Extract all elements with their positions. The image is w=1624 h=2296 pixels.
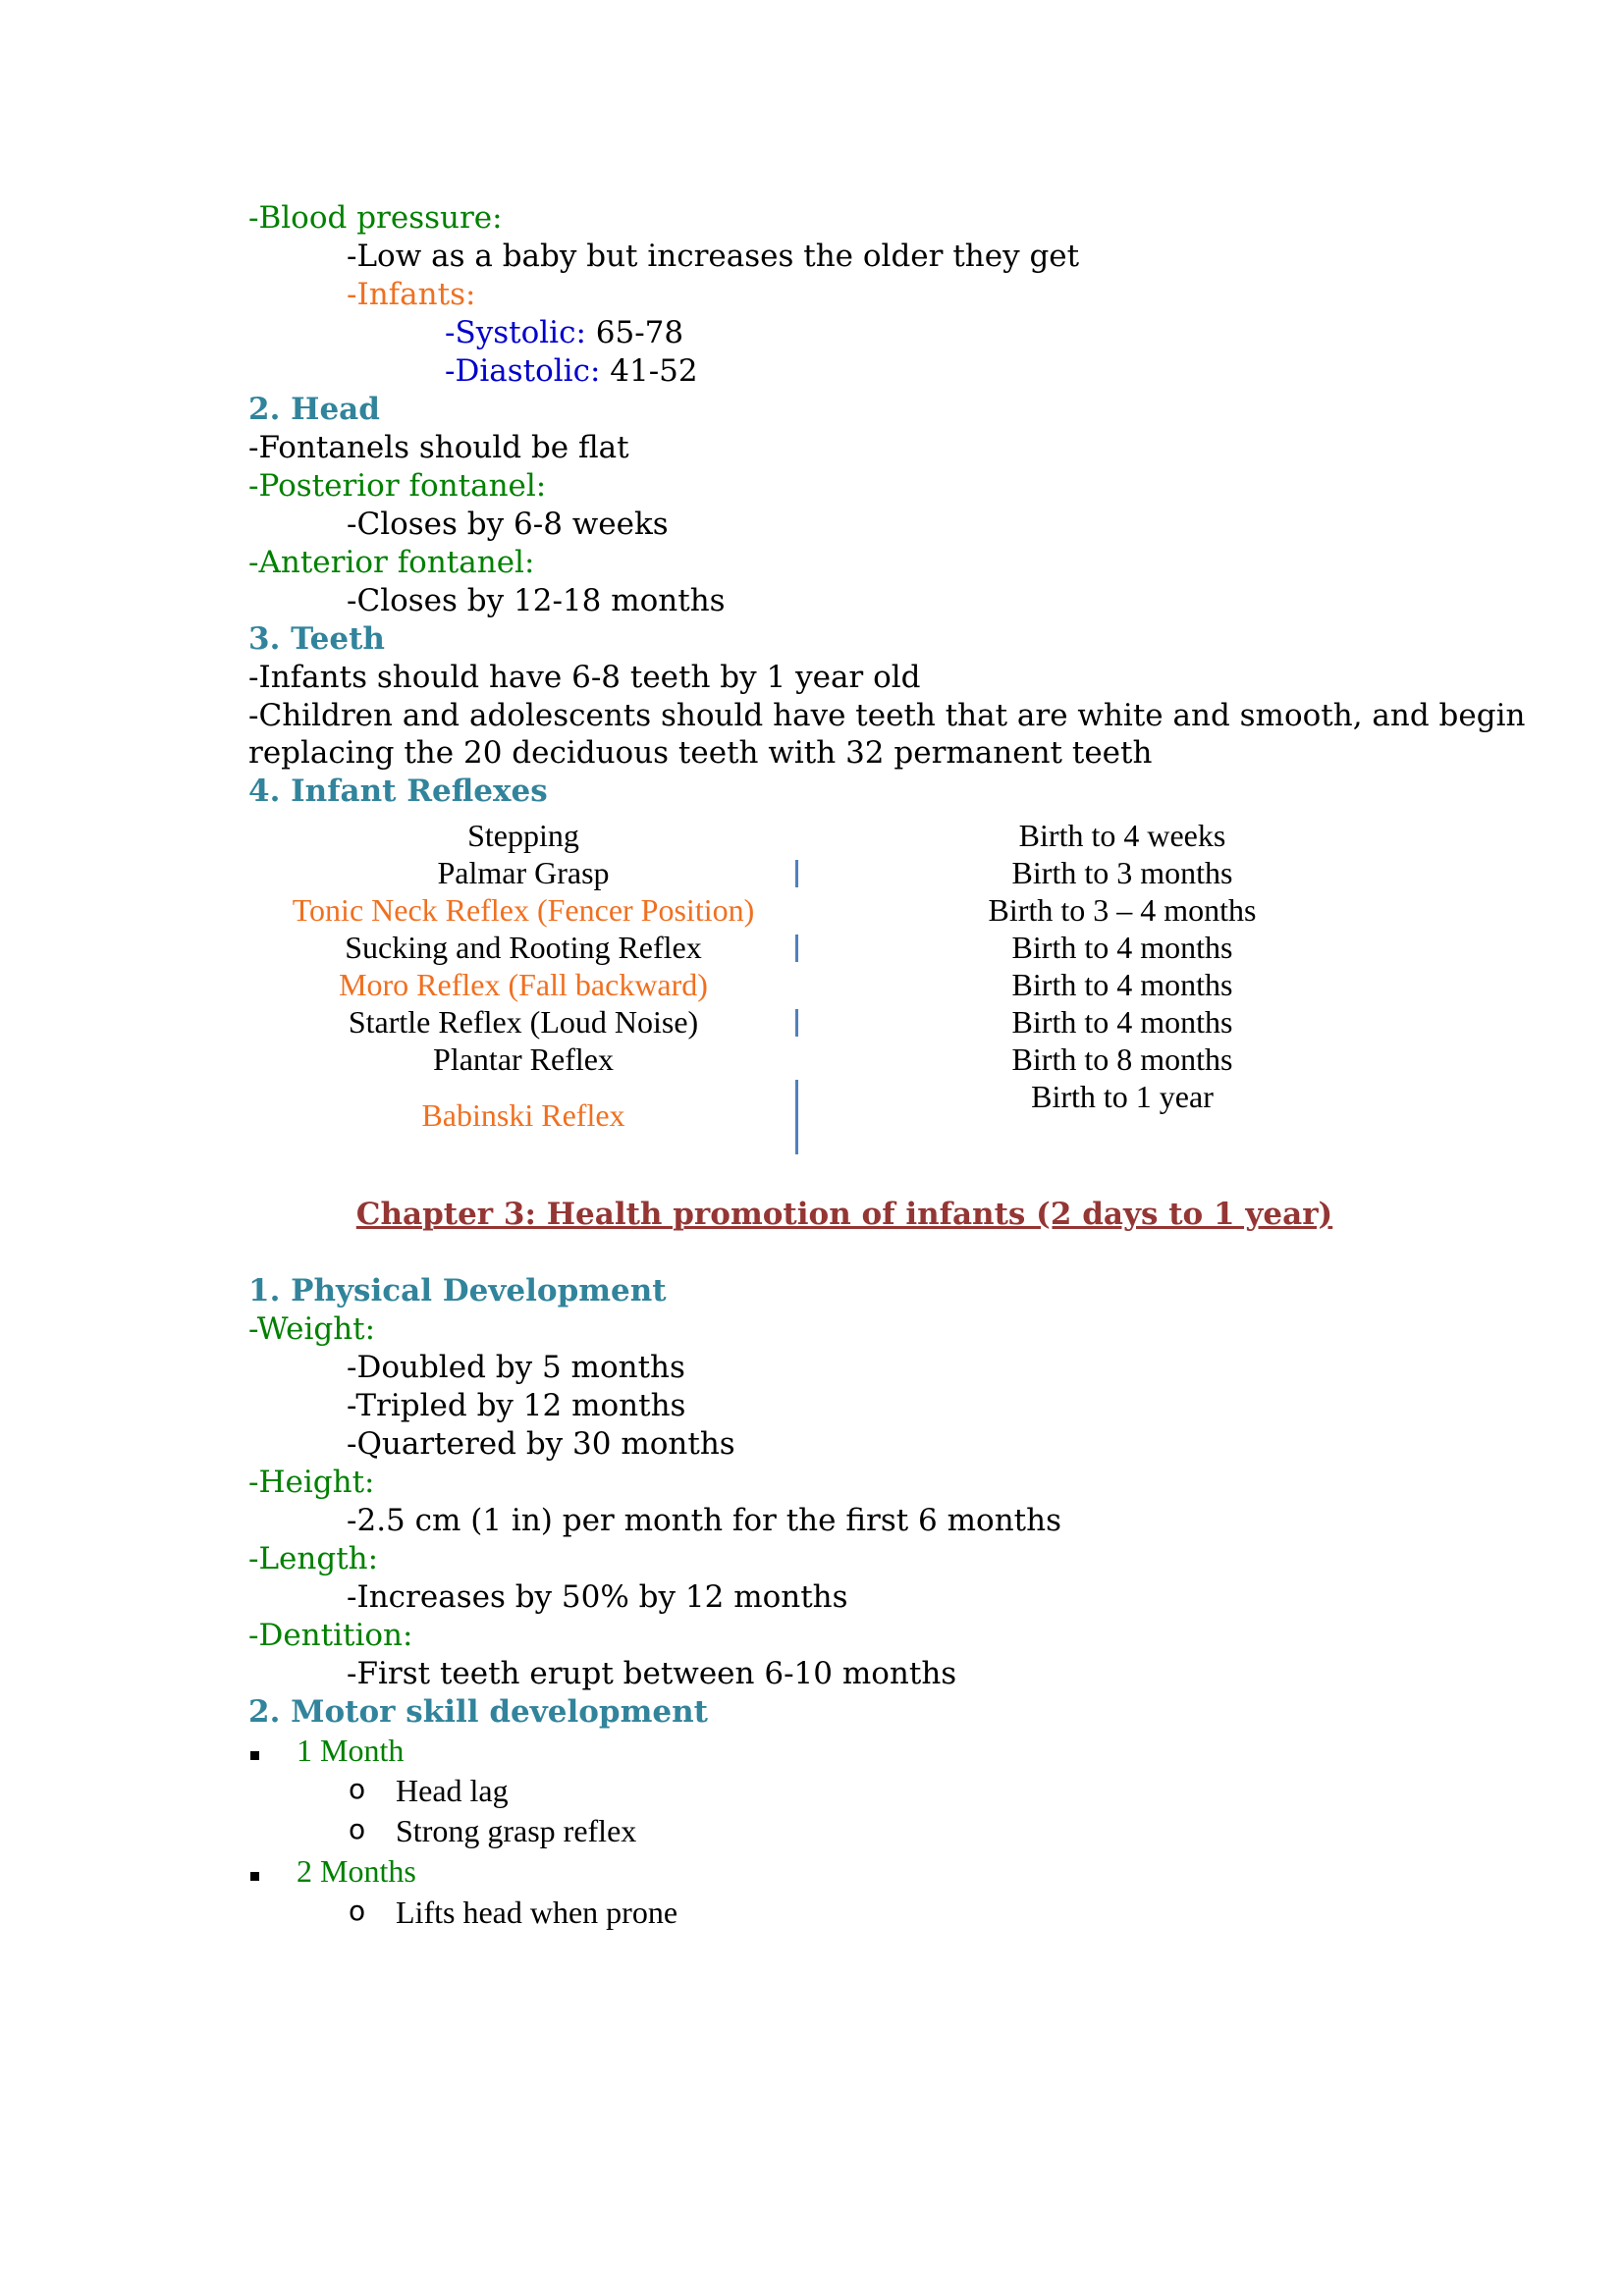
- column-divider: [795, 860, 798, 887]
- motor-item: Strong grasp reflex: [396, 1813, 637, 1848]
- weight-item: -Tripled by 12 months: [347, 1388, 686, 1423]
- reflex-row: [248, 966, 1233, 1003]
- reflex-row: [248, 817, 1230, 854]
- reflex-name: Tonic Neck Reflex (Fencer Position): [292, 892, 755, 928]
- length-label: -Length:: [248, 1541, 379, 1576]
- reflex-row: [248, 891, 1257, 929]
- bp-line: -Low as a baby but increases the older they get: [347, 239, 1080, 274]
- motor-heading: 2. Motor skill development: [248, 1694, 708, 1730]
- chapter-title: Chapter 3: Health promotion of infants (2 days to 1 year): [355, 1197, 1333, 1232]
- reflex-age: Birth to 4 months: [1011, 967, 1233, 1002]
- anterior-detail: -Closes by 12-18 months: [347, 583, 726, 618]
- reflex-age: Birth to 1 year: [1031, 1079, 1214, 1114]
- motor-group-label: 2 Months: [297, 1853, 416, 1889]
- reflex-name: Palmar Grasp: [437, 855, 610, 890]
- column-divider: [795, 934, 798, 962]
- bp-heading: -Blood pressure:: [248, 200, 503, 236]
- motor-item: Lifts head when prone: [396, 1895, 678, 1930]
- reflex-name: Sucking and Rooting Reflex: [345, 930, 702, 965]
- weight-item: -Quartered by 30 months: [347, 1426, 735, 1462]
- reflex-row: [248, 1003, 1233, 1041]
- diastolic-line: [445, 352, 698, 390]
- dentition-label: -Dentition:: [248, 1618, 413, 1653]
- teeth-heading: 3. Teeth: [248, 621, 385, 657]
- reflex-age: Birth to 3 months: [1011, 855, 1233, 890]
- column-divider: [795, 1080, 798, 1154]
- diastolic-label: -Diastolic:: [445, 353, 601, 389]
- square-bullet-icon: [250, 1751, 259, 1760]
- physical-heading: 1. Physical Development: [248, 1273, 667, 1308]
- head-line: -Fontanels should be flat: [248, 430, 629, 465]
- height-item: -2.5 cm (1 in) per month for the first 6 months: [347, 1503, 1061, 1538]
- column-divider: [795, 1009, 798, 1037]
- motor-group-label: 1 Month: [297, 1733, 405, 1768]
- length-item: -Increases by 50% by 12 months: [347, 1579, 848, 1615]
- reflex-age: Birth to 3 – 4 months: [988, 892, 1257, 928]
- reflex-row: [248, 1078, 1230, 1133]
- dentition-item: -First teeth erupt between 6-10 months: [347, 1656, 957, 1691]
- systolic-value: 65-78: [585, 315, 684, 350]
- anterior-label: -Anterior fontanel:: [248, 545, 535, 580]
- weight-item: -Doubled by 5 months: [347, 1350, 685, 1385]
- reflex-age: Birth to 4 weeks: [1018, 818, 1226, 853]
- circle-bullet-icon: o: [349, 1773, 366, 1805]
- motor-item: Head lag: [396, 1773, 509, 1808]
- teeth-line-1: -Infants should have 6-8 teeth by 1 year old: [248, 660, 921, 695]
- reflex-name: Startle Reflex (Loud Noise): [348, 1004, 699, 1040]
- reflex-name: Stepping: [467, 818, 579, 853]
- reflex-row: [248, 929, 1233, 966]
- circle-bullet-icon: o: [349, 1813, 366, 1845]
- reflex-age: Birth to 4 months: [1011, 930, 1233, 965]
- circle-bullet-icon: o: [349, 1895, 366, 1927]
- reflex-age: Birth to 8 months: [1011, 1041, 1233, 1077]
- height-label: -Height:: [248, 1465, 375, 1500]
- reflex-age: Birth to 4 months: [1011, 1004, 1233, 1040]
- reflexes-heading: 4. Infant Reflexes: [248, 774, 548, 809]
- bp-infants-label: -Infants:: [347, 277, 476, 312]
- teeth-line-2b: replacing the 20 deciduous teeth with 32 permanent teeth: [248, 735, 1153, 771]
- reflex-name: Babinski Reflex: [421, 1097, 625, 1133]
- head-heading: 2. Head: [248, 392, 380, 427]
- reflex-name: Plantar Reflex: [433, 1041, 614, 1077]
- posterior-detail: -Closes by 6-8 weeks: [347, 507, 669, 542]
- square-bullet-icon: [250, 1872, 259, 1881]
- weight-label: -Weight:: [248, 1311, 376, 1347]
- posterior-label: -Posterior fontanel:: [248, 468, 547, 504]
- reflex-row: [248, 1041, 1233, 1078]
- systolic-label: -Systolic:: [445, 315, 586, 350]
- reflex-name: Moro Reflex (Fall backward): [339, 967, 708, 1002]
- teeth-line-2a: -Children and adolescents should have teeth that are white and smooth, and begin: [248, 698, 1526, 733]
- systolic-line: [445, 314, 683, 351]
- reflex-row: [248, 854, 1233, 891]
- diastolic-value: 41-52: [600, 353, 698, 389]
